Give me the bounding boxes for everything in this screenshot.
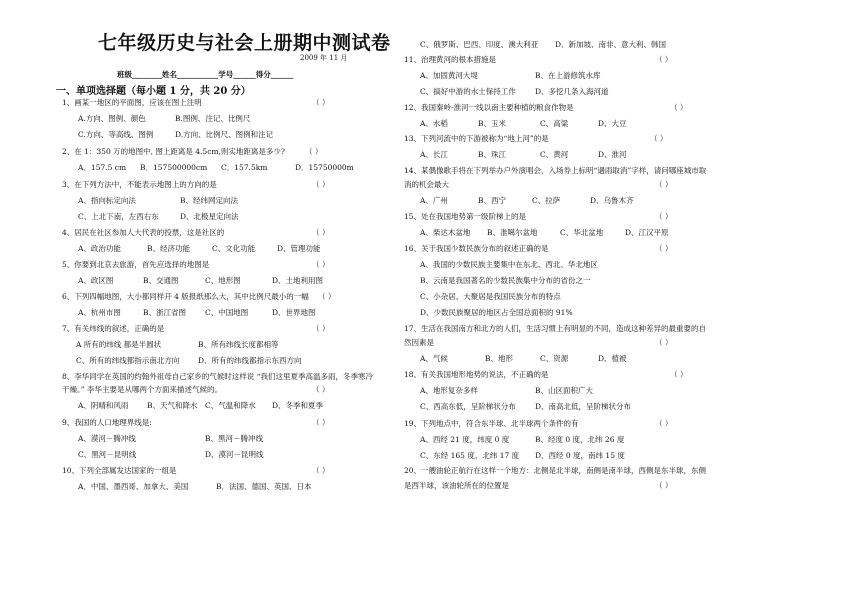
question-stem: 13、下列河流中的下游被称为“地上河”的是 (404, 134, 549, 143)
option: C、黄河 (540, 150, 569, 159)
question-stem: 3、在下列方法中，不能表示地图上的方向的是 (62, 180, 217, 189)
option: B、经纬网定向法 (180, 196, 239, 205)
question-stem-continued: 消的机会最大 (404, 180, 449, 189)
answer-paren: （ ） (305, 147, 323, 156)
option: C、黑河－昆明线 (78, 450, 137, 459)
option: B、所有纬线长度都相等 (198, 340, 279, 349)
option: D、植被 (598, 354, 627, 363)
option: B、经济功能 (147, 244, 191, 253)
option: A、阴晴和风雨 (78, 401, 129, 410)
option: C、气温和降水 (205, 401, 256, 410)
option: D、冬季和夏季 (272, 401, 324, 410)
answer-paren: （ ） (655, 244, 673, 253)
option: D、大豆 (598, 119, 627, 128)
option: B、山区面积广大 (535, 386, 594, 395)
question-stem: 2、在 1：350 万的地图中, 图上距离是 4.5cm,则实地距离是多少? (62, 147, 285, 156)
question-stem: 6、下列四幅地图，大小都同样开 4 版报纸那么大，其中比例尺最小的一幅 (62, 292, 309, 301)
option: A、气候 (420, 354, 448, 363)
option: B、交通图 (143, 276, 179, 285)
option: C、资源 (540, 354, 569, 363)
option: D、少数民族聚居的地区占全国总面积的 91% (420, 308, 573, 317)
option: B、玉米 (478, 119, 507, 128)
answer-paren: （ ） (670, 103, 688, 112)
answer-paren: （ ） (655, 55, 673, 64)
option: B、浙江省图 (143, 308, 187, 317)
answer-paren: （ ） (655, 481, 673, 490)
answer-paren: （ ） (312, 466, 330, 475)
option: C、小杂居、大聚居是我国民族分布的特点 (420, 292, 561, 301)
option: D、土地利用图 (272, 276, 324, 285)
option: C、俄罗斯、巴西、印度、澳大利亚 (420, 40, 539, 49)
option: C.方向、等高线、图例 (78, 130, 154, 139)
question-stem: 1、画某一地区的平面图，应该在图上注明 (62, 98, 202, 107)
option: A．中国、墨西哥、加拿大、美国 (78, 482, 189, 491)
option: D．15750000m (295, 163, 354, 172)
option: A 所有的纬线 都是半圆状 (76, 340, 162, 349)
option: B、西宁 (478, 196, 507, 205)
question-stem: 10、下列全部属发达国家的一组是 (62, 466, 177, 475)
option: D、淮河 (598, 150, 627, 159)
option: B、云南是我国著名的少数民族集中分布的省份之一 (420, 276, 591, 285)
option: A、柴达木盆地 (420, 228, 471, 237)
option: D、江汉平原 (625, 228, 669, 237)
question-stem: 12、我国秦岭-淮河一线以南主要种植的粮食作物是 (404, 103, 574, 112)
option: D、所有的纬线都指示东西方向 (198, 356, 302, 365)
option: D、漠河－昆明线 (205, 450, 264, 459)
option: C、东经 165 度，北纬 17 度 (420, 451, 520, 460)
question-stem-continued: 是西半球，该油轮所在的位置是 (404, 481, 509, 490)
option: A、加固黄河大堤 (420, 71, 478, 80)
question-stem-continued: 干燥。” 李华主要是从哪两个方面来描述气候的。 (62, 385, 222, 394)
option: A、政治功能 (78, 244, 121, 253)
answer-paren: （ ） (318, 292, 336, 301)
answer-paren: （ ） (655, 419, 673, 428)
option: C、高粱 (540, 119, 569, 128)
answer-paren: （ ） (655, 180, 673, 189)
answer-paren: （ ） (312, 418, 330, 427)
option: A、水稻 (420, 119, 448, 128)
option: B、经度 0 度，北纬 26 度 (535, 435, 625, 444)
question-stem: 20、一艘油轮正航行在这样一个地方：北侧是北半球，南侧是南半球，西侧是东半球，东侧 (404, 466, 707, 475)
answer-paren: （ ） (312, 228, 330, 237)
question-stem: 4、居民在社区参加人大代表的投票，这是社区的 (62, 228, 225, 237)
answer-paren: （ ） (312, 260, 330, 269)
answer-paren: （ ） (670, 370, 688, 379)
answer-paren: （ ） (655, 212, 673, 221)
question-stem: 8、李华同学在英国的约翰外祖母自己家乡的气候时这样说 “我们这里夏季高温多雨，冬季寒冷 (62, 372, 373, 381)
option: B．157500000cm (140, 163, 208, 172)
option: B、黑河－腾冲线 (205, 434, 264, 443)
answer-paren: （ ） (312, 324, 330, 333)
option: D、北极星定向法 (180, 212, 239, 221)
option: B、天气和降水 (147, 401, 198, 410)
answer-paren: （ ） (312, 385, 330, 394)
option: A、广州 (420, 196, 448, 205)
page-title: 七年级历史与社会上册期中测试卷 (98, 32, 391, 54)
option: B．法国、德国、英国、日本 (216, 482, 312, 491)
option: D、西经 0 度，南纬 15 度 (535, 451, 625, 460)
question-stem: 15、处在我国地势第一级阶梯上的是 (404, 212, 527, 221)
question-stem: 5、你要到北京去旅游，首先应选择的地图是 (62, 260, 210, 269)
option: B、地形 (485, 354, 514, 363)
option: A、西经 21 度，纬度 0 度 (420, 435, 510, 444)
option: B、珠江 (478, 150, 507, 159)
option: D、世界地图 (272, 308, 316, 317)
answer-paren: （ ） (650, 134, 668, 143)
option: A、我国的少数民族主要集中在东北、西北、华北地区 (420, 260, 598, 269)
option: C、华北盆地 (560, 228, 604, 237)
option: A、地形复杂多样 (420, 386, 478, 395)
option: C、中国地图 (205, 308, 249, 317)
option: C、文化功能 (212, 244, 256, 253)
option: D、管理功能 (277, 244, 321, 253)
option: D、南高北低，呈阶梯状分布 (535, 402, 632, 411)
question-stem: 14、某偶像歌手将在下列举办户外演唱会，入场券上标明“遇雨取消”字样，请问哪座城市取 (404, 166, 707, 175)
answer-paren: （ ） (655, 338, 673, 347)
option: A、长江 (420, 150, 448, 159)
option: C、地形图 (205, 276, 241, 285)
option: A、政区图 (78, 276, 114, 285)
option: A、杭州市图 (78, 308, 121, 317)
question-stem: 19、下列地点中，符合东半球、北半球两个条件的有 (404, 419, 579, 428)
question-stem: 18、有关我国地形地势的说法，不正确的是 (404, 370, 549, 379)
section-heading: 一、单项选择题（每小题 1 分，共 20 分） (56, 86, 251, 97)
question-stem: 16、关于我国少数民族分布的叙述正确的是 (404, 244, 549, 253)
option: D、多挖几条入海河道 (535, 87, 609, 96)
option: A.方向、图例、颜色 (78, 114, 146, 123)
option: B.图例、注记、比例尺 (175, 114, 251, 123)
question-stem: 7、有关纬线的叙述，正确的是 (62, 324, 165, 333)
question-stem: 9、我国的人口地理界线是: (62, 418, 152, 427)
answer-paren: （ ） (312, 98, 330, 107)
option: D、新加坡、南非、意大利、韩国 (555, 40, 667, 49)
answer-paren: （ ） (312, 180, 330, 189)
option: C、所有的纬线都指示南北方向 (76, 356, 180, 365)
exam-date: 2009 年 11 月 (300, 54, 348, 62)
student-info-line: 班级________姓名___________学号______得分______ (117, 70, 294, 79)
option: B、准噶尔盆地 (487, 228, 538, 237)
option: D、乌鲁木齐 (590, 196, 634, 205)
option: A．157.5 cm (78, 163, 127, 172)
option: D.方向、比例尺、图例和注记 (175, 130, 274, 139)
question-stem: 17、生活在我国南方和北方的人们，生活习惯上有明显的不同，造成这种差异的最重要的自 (404, 324, 707, 333)
question-stem-continued: 然因素是 (404, 338, 434, 347)
option: C、西高东低，呈阶梯状分布 (420, 402, 516, 411)
option: A、漠河－腾冲线 (78, 434, 136, 443)
option: C、搞好中游的水土保持工作 (420, 87, 516, 96)
option: A、指向标定向法 (78, 196, 136, 205)
option: B、在上游修筑水库 (535, 71, 601, 80)
option: C、上北下南，左西右东 (78, 212, 159, 221)
question-stem: 11、治理黄河的根本措施是 (404, 55, 497, 64)
option: C、拉萨 (532, 196, 561, 205)
option: C．157.5km (221, 163, 268, 172)
